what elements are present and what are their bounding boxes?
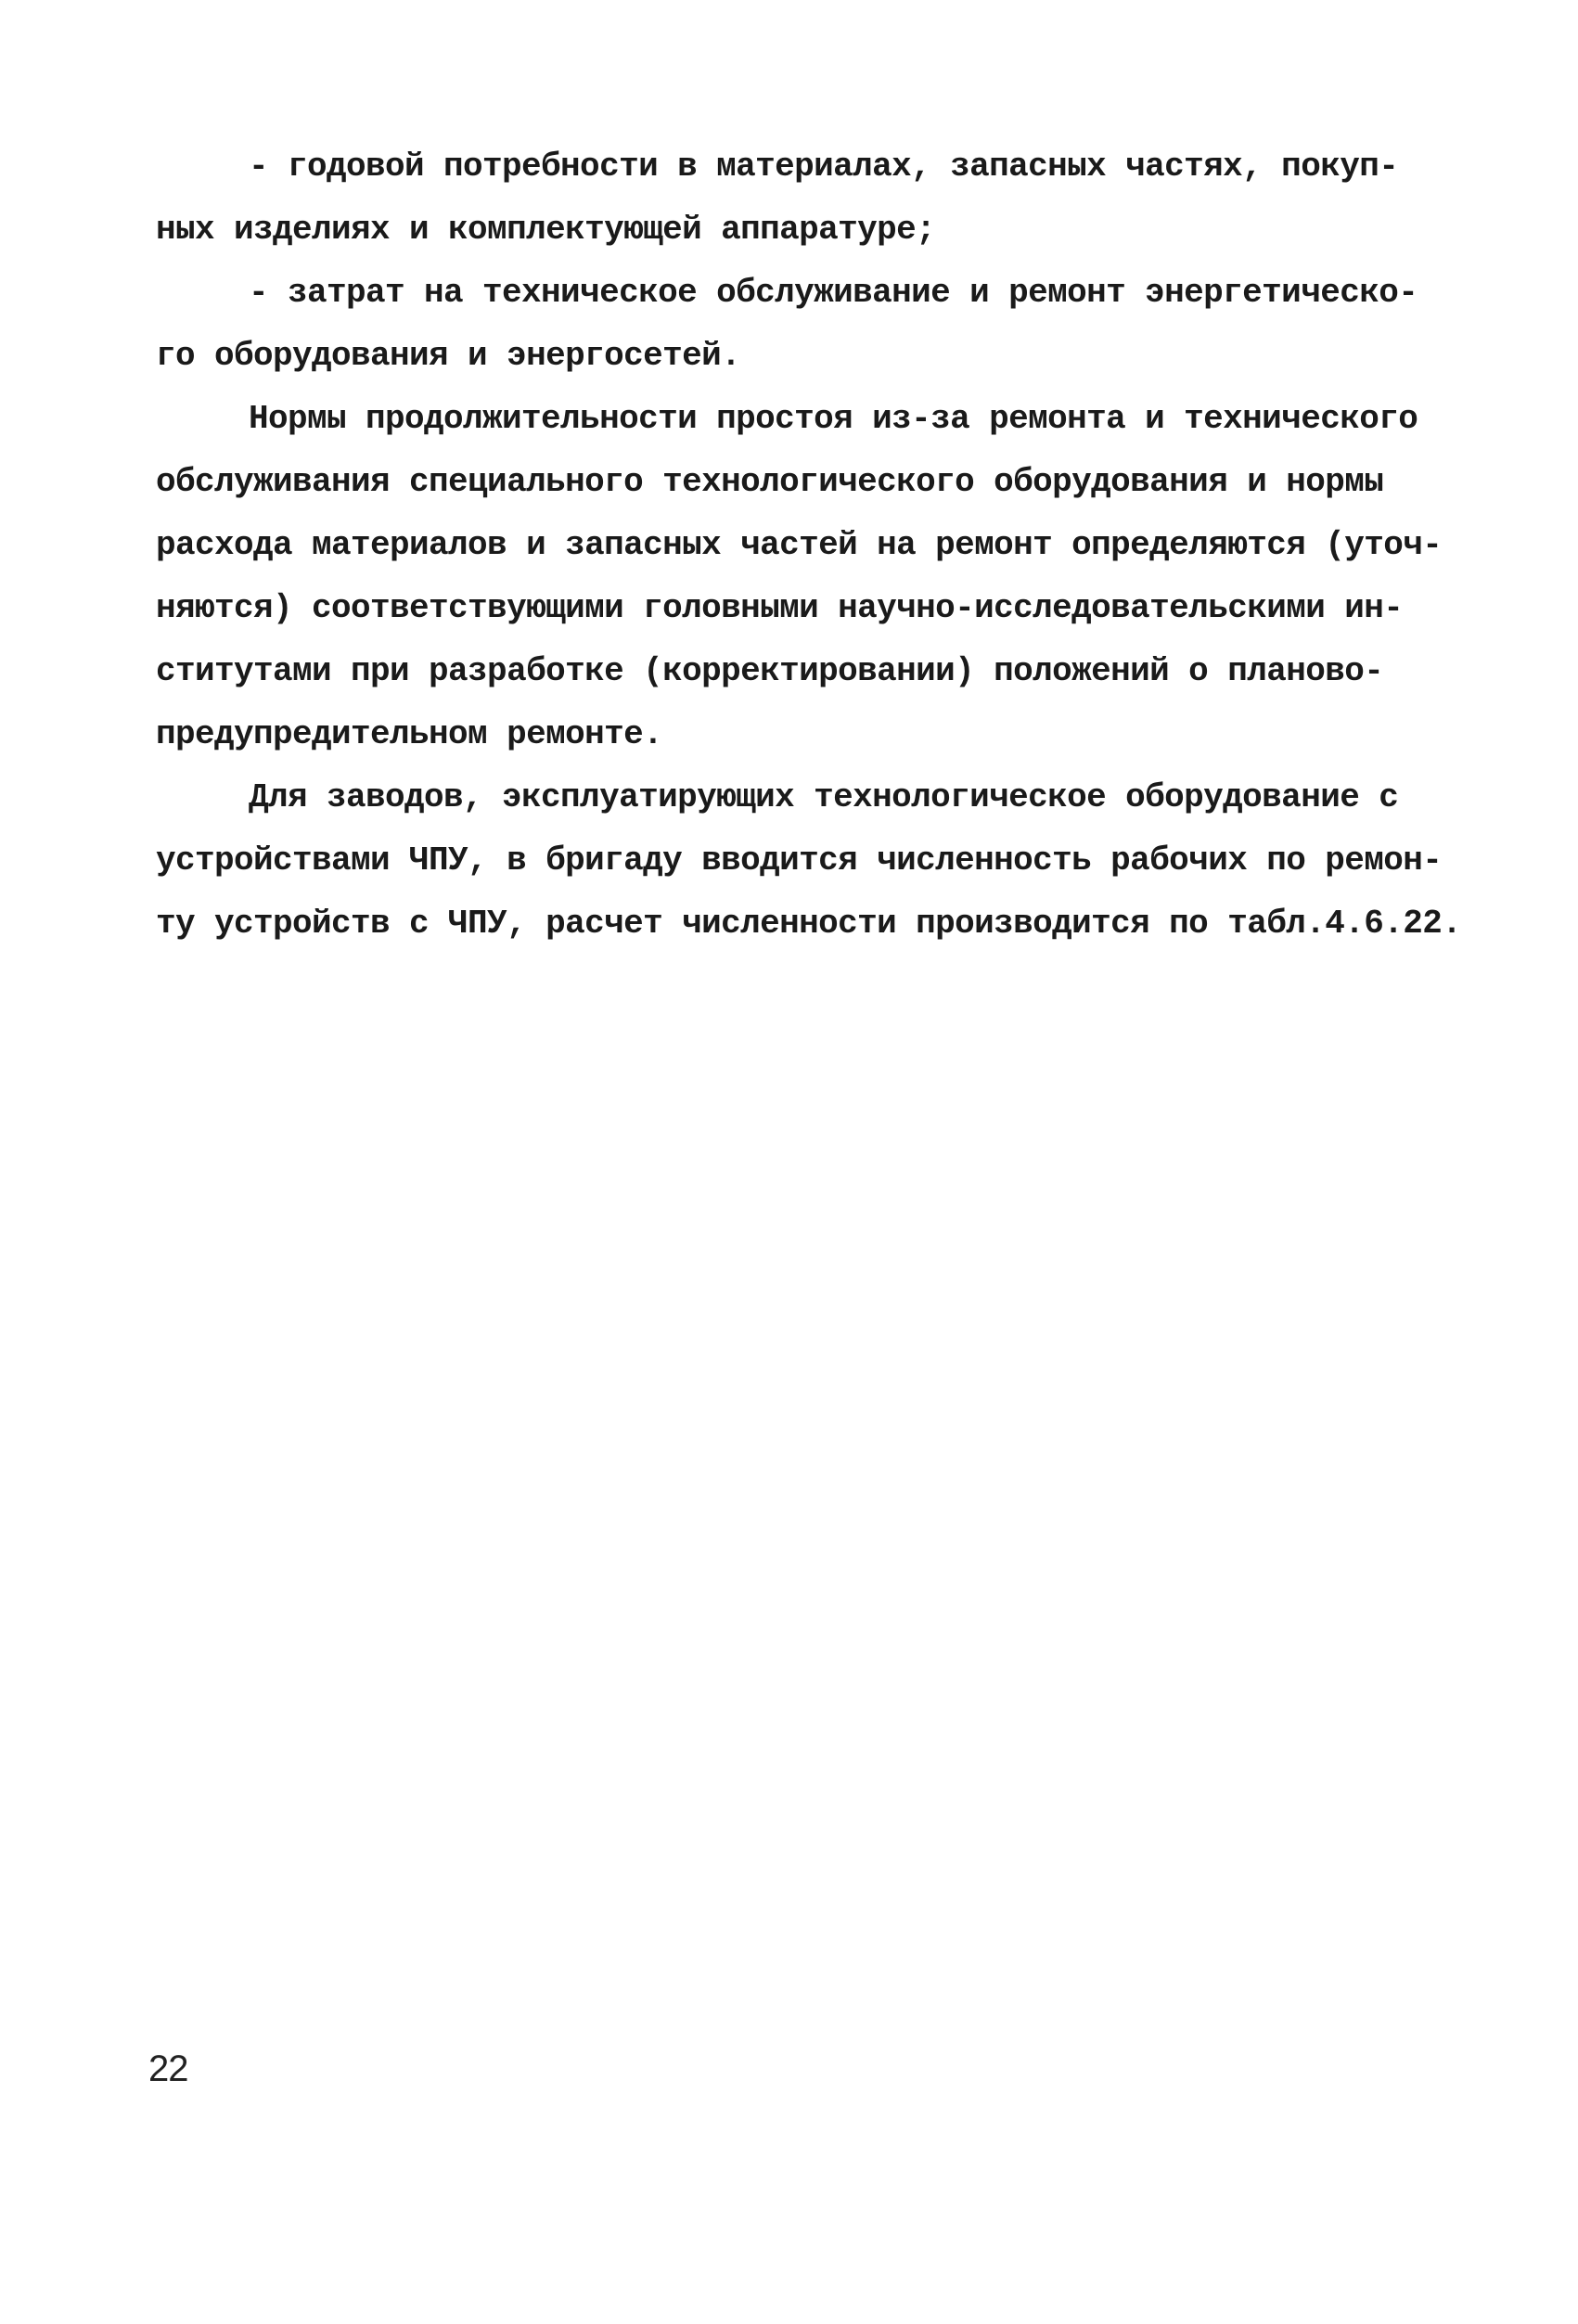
text-line: ститутами при разработке (корректировании) положений о планово- <box>156 652 1384 690</box>
text-line: - годовой потребности в материалах, запасных частях, покуп- <box>249 148 1399 186</box>
text-line: обслуживания специального технологического оборудования и нормы <box>156 463 1384 501</box>
page-number: 22 <box>148 2048 188 2089</box>
text-line: ных изделиях и комплектующей аппаратуре; <box>156 211 936 249</box>
text-line: предупредительном ремонте. <box>156 715 663 753</box>
text-line: - затрат на техническое обслуживание и ремонт энергетическо- <box>249 274 1418 312</box>
text-line: няются) соответствующими головными научно-исследовательскими ин- <box>156 589 1404 627</box>
text-line: устройствами ЧПУ, в бригаду вводится численность рабочих по ремон- <box>156 841 1443 880</box>
text-line: го оборудования и энергосетей. <box>156 337 741 375</box>
text-line: ту устройств с ЧПУ, расчет численности производится по табл.4.6.22. <box>156 905 1462 943</box>
text-line: расхода материалов и запасных частей на ремонт определяются (уточ- <box>156 526 1443 564</box>
text-line: Нормы продолжительности простоя из-за ремонта и технического <box>249 400 1418 438</box>
text-line: Для заводов, эксплуатирующих технологическое оборудование с <box>249 778 1399 816</box>
